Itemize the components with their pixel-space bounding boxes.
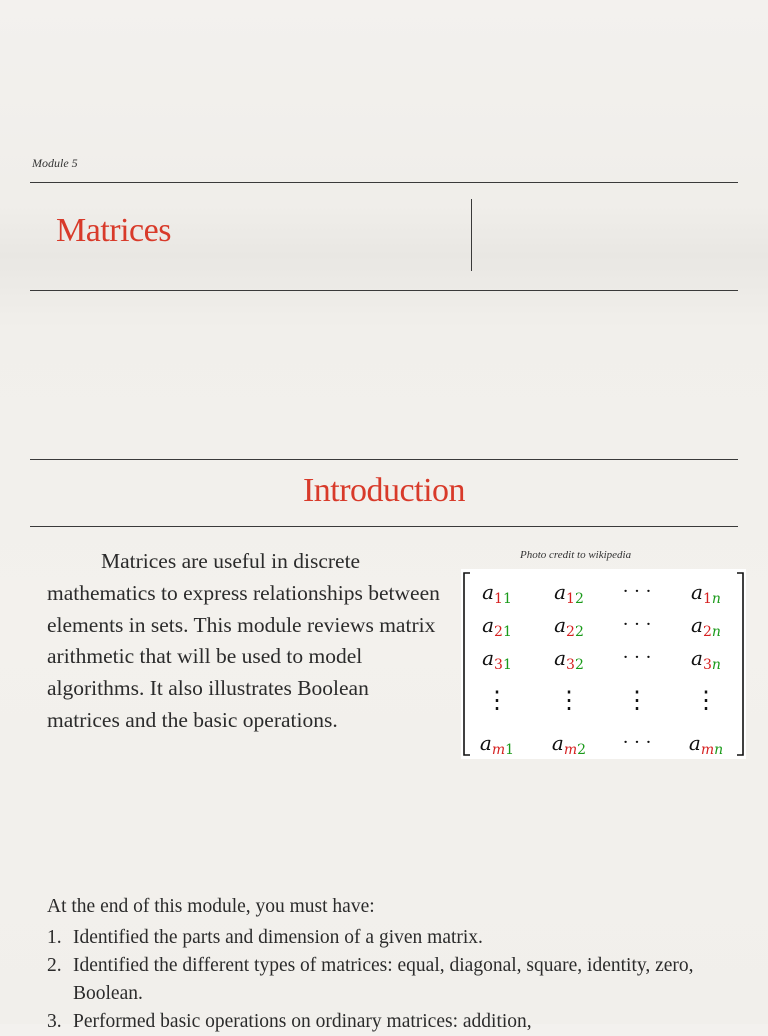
page-title: Matrices xyxy=(56,212,171,249)
matrix-cell: $a_2n$ xyxy=(691,613,721,640)
matrix-cell: $a_21$ xyxy=(482,613,512,640)
matrix-right-bracket xyxy=(737,573,743,755)
matrix-left-bracket xyxy=(464,573,470,755)
outcome-number: 2. xyxy=(47,955,62,976)
matrix-cell: · · · xyxy=(622,581,652,602)
section-bottom-rule xyxy=(30,526,738,527)
outcome-number: 3. xyxy=(47,1011,62,1032)
outcomes-list xyxy=(47,924,737,1036)
matrix-figure xyxy=(461,569,746,759)
outcome-item xyxy=(47,1008,737,1036)
matrix-cell: $a_m2$ xyxy=(551,731,587,758)
header-vertical-divider xyxy=(471,199,472,271)
section-top-rule xyxy=(30,459,738,460)
matrix-cell: · · · xyxy=(622,732,652,753)
matrix-cell: ⋮ xyxy=(625,686,649,714)
matrix-cell: ⋮ xyxy=(694,686,718,714)
outcome-text: Identified the parts and dimension of a given matrix. xyxy=(73,927,483,948)
outcome-text: Identified the different types of matrices: equal, diagonal, square, identity, zero, Boolean. xyxy=(73,955,694,1004)
matrix-cell: $a_1n$ xyxy=(691,580,721,607)
matrix-cell: $a_mn$ xyxy=(688,731,724,758)
header-top-rule xyxy=(30,182,738,183)
matrix-cell: $a_32$ xyxy=(554,646,584,673)
matrix-image xyxy=(461,569,746,759)
outcome-item xyxy=(47,952,737,1008)
module-label: Module 5 xyxy=(32,156,78,170)
matrix-cell: $a_31$ xyxy=(482,646,512,673)
outcome-text: Performed basic operations on ordinary matrices: addition, xyxy=(73,1011,532,1032)
matrix-cell: $a_12$ xyxy=(554,580,584,607)
matrix-cell: $a_11$ xyxy=(482,580,512,607)
matrix-cell: · · · xyxy=(622,647,652,668)
header-bottom-rule xyxy=(30,290,738,291)
outcome-number: 1. xyxy=(47,927,62,948)
section-title: Introduction xyxy=(302,472,466,509)
matrix-cell: ⋮ xyxy=(557,686,581,714)
matrix-cell: $a_m1$ xyxy=(479,731,515,758)
matrix-cell: $a_3n$ xyxy=(691,646,721,673)
outcome-item xyxy=(47,924,737,952)
intro-paragraph: Matrices are useful in discrete mathematics to express relationships between elements in sets. This module reviews matrix arithmetic that will be used to model algorithms. It also illustrates Boolean matrices and the basic operations. xyxy=(47,549,440,732)
matrix-cell: ⋮ xyxy=(485,686,509,714)
matrix-cell: · · · xyxy=(622,614,652,635)
outcomes-lead: At the end of this module, you must have: xyxy=(47,896,375,917)
photo-credit: Photo credit to wikipedia xyxy=(520,549,632,561)
matrix-cell: $a_22$ xyxy=(554,613,584,640)
